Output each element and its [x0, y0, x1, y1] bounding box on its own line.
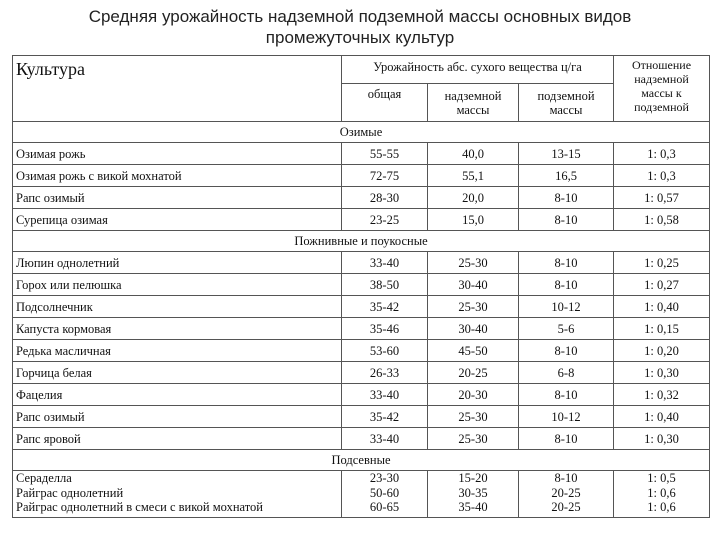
table-row — [13, 318, 710, 340]
cell-ratio: 1: 0,32 — [614, 384, 710, 406]
cell-ratio: 1: 0,15 — [614, 318, 710, 340]
cell-ratio-line: 1: 0,6 — [647, 500, 676, 514]
cell-above: 25-30 — [428, 252, 519, 274]
cell-below: 16,5 — [519, 165, 614, 187]
table-row — [13, 428, 710, 450]
cell-above: 25-30 — [428, 406, 519, 428]
header-above-line-2: массы — [456, 102, 490, 117]
table-row — [13, 143, 710, 165]
cell-name: Сурепица озимая — [13, 209, 342, 231]
cell-above: 20,0 — [428, 187, 519, 209]
table-row — [13, 362, 710, 384]
cell-below: 8-10 — [519, 384, 614, 406]
header-above-line-1: надземной — [444, 88, 502, 103]
cell-ratio: 1: 0,27 — [614, 274, 710, 296]
cell-above: 20-25 — [428, 362, 519, 384]
cell-total: 35-42 — [342, 406, 428, 428]
cell-total: 28-30 — [342, 187, 428, 209]
header-below-line-2: массы — [549, 102, 583, 117]
cell-ratio: 1: 0,58 — [614, 209, 710, 231]
cell-total: 33-40 — [342, 252, 428, 274]
header-yield: Урожайность абс. сухого вещества ц/га — [342, 56, 614, 84]
cell-total: 72-75 — [342, 165, 428, 187]
cell-total-line: 23-30 — [369, 471, 400, 485]
cell-above: 55,1 — [428, 165, 519, 187]
title-line-2: промежуточных культур — [265, 28, 455, 47]
table-row — [13, 406, 710, 428]
cell-ratio-multi — [614, 471, 710, 518]
cell-name: Горох или пелюшка — [13, 274, 342, 296]
cell-below: 8-10 — [519, 252, 614, 274]
cell-below: 8-10 — [519, 340, 614, 362]
cell-above: 40,0 — [428, 143, 519, 165]
table-row — [13, 187, 710, 209]
header-total: общая — [342, 84, 428, 122]
header-row — [13, 56, 710, 84]
cell-total: 55-55 — [342, 143, 428, 165]
table-row — [13, 384, 710, 406]
table-row — [13, 209, 710, 231]
cell-above: 25-30 — [428, 296, 519, 318]
cell-above-line: 30-35 — [458, 485, 488, 500]
cell-ratio: 1: 0,3 — [614, 165, 710, 187]
cell-ratio-line: 1: 0,6 — [647, 485, 676, 500]
cell-name-line: Райграс однолетний — [16, 485, 124, 500]
cell-below: 10-12 — [519, 296, 614, 318]
page-title — [0, 6, 720, 48]
header-ratio-line-2: надземной — [634, 72, 689, 86]
cell-ratio-line: 1: 0,5 — [647, 471, 676, 485]
cell-above: 15,0 — [428, 209, 519, 231]
header-above — [428, 84, 519, 122]
cell-ratio: 1: 0,57 — [614, 187, 710, 209]
cell-total: 35-42 — [342, 296, 428, 318]
cell-total: 33-40 — [342, 384, 428, 406]
group-label: Подсевные — [13, 450, 710, 471]
cell-name: Рапс озимый — [13, 187, 342, 209]
cell-total: 53-60 — [342, 340, 428, 362]
cell-above: 45-50 — [428, 340, 519, 362]
cell-ratio: 1: 0,40 — [614, 406, 710, 428]
header-ratio-line-1: Отношение — [631, 58, 692, 72]
cell-below: 8-10 — [519, 209, 614, 231]
cell-below: 13-15 — [519, 143, 614, 165]
group-row — [13, 450, 710, 471]
cell-total-multi — [342, 471, 428, 518]
cell-above: 25-30 — [428, 428, 519, 450]
cell-below-line: 8-10 — [554, 471, 578, 485]
cell-name: Рапс озимый — [13, 406, 342, 428]
group-label: Пожнивные и поукосные — [13, 231, 710, 252]
cell-above-line: 15-20 — [458, 471, 488, 485]
cell-ratio: 1: 0,40 — [614, 296, 710, 318]
table-row — [13, 296, 710, 318]
cell-ratio: 1: 0,3 — [614, 143, 710, 165]
table-row — [13, 274, 710, 296]
cell-name: Фацелия — [13, 384, 342, 406]
cell-total-line: 60-65 — [369, 500, 400, 514]
cell-above-line: 35-40 — [458, 500, 488, 514]
cell-below: 6-8 — [519, 362, 614, 384]
cell-name: Капуста кормовая — [13, 318, 342, 340]
cell-name: Озимая рожь — [13, 143, 342, 165]
cell-total: 23-25 — [342, 209, 428, 231]
cell-ratio: 1: 0,30 — [614, 362, 710, 384]
cell-total: 26-33 — [342, 362, 428, 384]
cell-below: 10-12 — [519, 406, 614, 428]
header-below — [519, 84, 614, 122]
table-row — [13, 165, 710, 187]
table-row — [13, 252, 710, 274]
cell-above: 20-30 — [428, 384, 519, 406]
header-ratio-line-3: массы к — [641, 86, 682, 100]
cell-below-line: 20-25 — [551, 500, 581, 514]
cell-name: Подсолнечник — [13, 296, 342, 318]
cell-name: Рапс яровой — [13, 428, 342, 450]
cell-total: 38-50 — [342, 274, 428, 296]
cell-ratio: 1: 0,25 — [614, 252, 710, 274]
header-below-line-1: подземной — [537, 88, 595, 103]
cell-above: 30-40 — [428, 318, 519, 340]
cell-above: 30-40 — [428, 274, 519, 296]
table-row — [13, 340, 710, 362]
cell-name-line: Райграс однолетний в смеси с викой мохнатой — [16, 500, 263, 514]
cell-name: Редька масличная — [13, 340, 342, 362]
cell-name-line: Сераделла — [16, 471, 72, 485]
cell-below: 8-10 — [519, 274, 614, 296]
cell-ratio: 1: 0,30 — [614, 428, 710, 450]
cell-ratio: 1: 0,20 — [614, 340, 710, 362]
cell-name: Люпин однолетний — [13, 252, 342, 274]
yield-table — [12, 55, 710, 518]
cell-name: Горчица белая — [13, 362, 342, 384]
title-line-1: Средняя урожайность надземной подземной массы основных видов — [88, 7, 632, 26]
cell-total: 33-40 — [342, 428, 428, 450]
cell-name: Озимая рожь с викой мохнатой — [13, 165, 342, 187]
header-ratio-line-4: подземной — [634, 100, 689, 114]
group-row — [13, 231, 710, 252]
cell-above-multi — [428, 471, 519, 518]
cell-name-multi — [13, 471, 342, 518]
cell-below-line: 20-25 — [551, 485, 581, 500]
cell-total: 35-46 — [342, 318, 428, 340]
table-row — [13, 471, 710, 518]
cell-below: 5-6 — [519, 318, 614, 340]
header-ratio — [614, 56, 710, 122]
group-label: Озимые — [13, 122, 710, 143]
cell-total-line: 50-60 — [369, 485, 400, 500]
cell-below: 8-10 — [519, 428, 614, 450]
group-row — [13, 122, 710, 143]
header-culture: Культура — [13, 56, 342, 122]
cell-below: 8-10 — [519, 187, 614, 209]
cell-below-multi — [519, 471, 614, 518]
